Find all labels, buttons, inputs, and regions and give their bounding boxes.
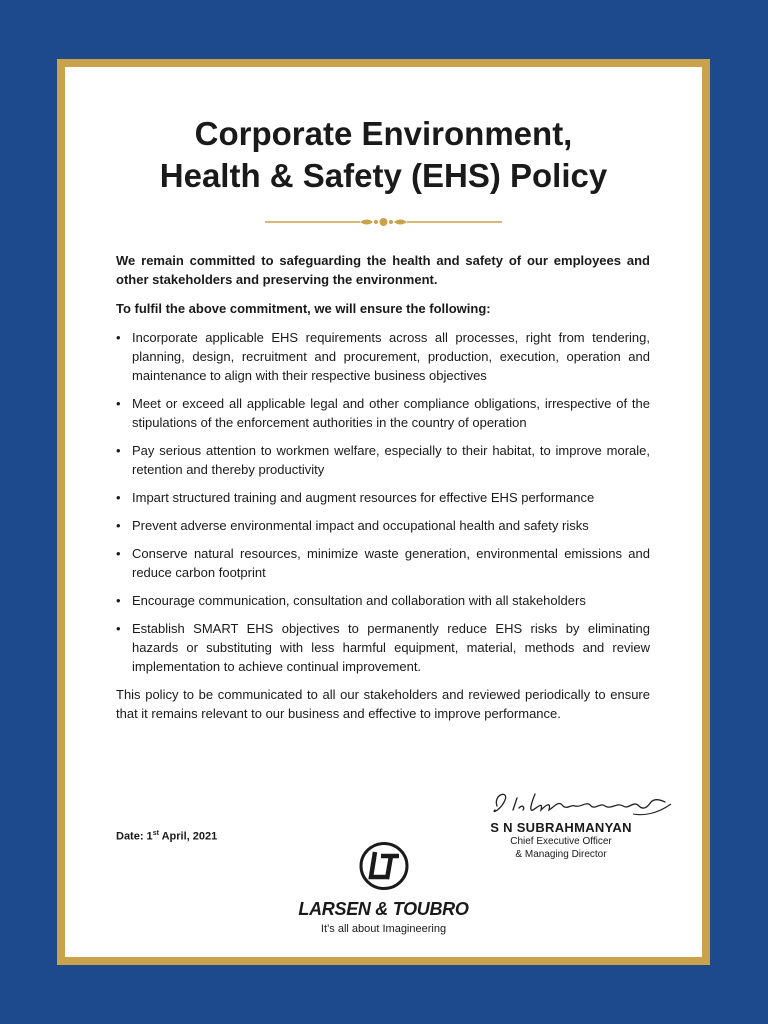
commitment-statement: We remain committed to safeguarding the health and safety of our employees and other stakeholders and preserving the environment. xyxy=(116,253,650,287)
list-item-text: Establish SMART EHS objectives to permanently reduce EHS risks by eliminating hazards or substituting with less harmful equipment, material, methods and review implementation to achieve continual improvement. xyxy=(132,621,650,674)
company-tagline: It’s all about Imagineering xyxy=(320,923,447,935)
page-title xyxy=(65,113,702,197)
closing-statement: This policy to be communicated to all our stakeholders and reviewed periodically to ensure that it remains relevant to our business and effective to improve performance. xyxy=(116,687,650,721)
policy-sheet xyxy=(65,67,702,957)
list-item-text: Conserve natural resources, minimize waste generation, environmental emissions and reduce carbon footprint xyxy=(132,546,650,580)
bullet-icon: • xyxy=(116,490,121,505)
list-item-text: Prevent adverse environmental impact and occupational health and safety risks xyxy=(132,518,589,533)
lt-logo-icon xyxy=(359,841,409,891)
date-suffix: April, 2021 xyxy=(158,830,218,843)
list-item xyxy=(116,591,650,610)
bullet-icon: • xyxy=(116,621,121,636)
commitment-intro: To fulfil the above commitment, we will ensure the following: xyxy=(116,301,491,316)
signature-icon xyxy=(483,780,683,822)
signer-name: S N SUBRAHMANYAN xyxy=(490,820,632,835)
list-item-text: Impart structured training and augment resources for effective EHS performance xyxy=(132,490,595,505)
policy-date xyxy=(116,830,217,843)
list-item-text: Incorporate applicable EHS requirements across all processes, right from tendering, planning, design, recruitment and procurement, production, execution, operation and maintenance to align with their respective business objectives xyxy=(132,330,650,383)
list-item xyxy=(116,619,650,676)
policy-list xyxy=(116,328,650,676)
list-item-text: Pay serious attention to workmen welfare, especially to their habitat, to improve morale, retention and thereby productivity xyxy=(132,443,650,477)
bullet-icon: • xyxy=(116,593,121,608)
gold-divider-ornament-icon xyxy=(265,215,502,229)
list-item-text: Meet or exceed all applicable legal and other compliance obligations, irrespective of the stipulations of the enforcement authorities in the country of operation xyxy=(132,396,650,430)
list-item xyxy=(116,328,650,385)
bullet-icon: • xyxy=(116,396,121,411)
policy-body xyxy=(116,251,650,723)
list-item xyxy=(116,441,650,479)
signatory-block xyxy=(461,820,661,861)
title-line-2: Health & Safety (EHS) Policy xyxy=(159,157,608,194)
date-prefix: Date: 1 xyxy=(116,830,153,843)
list-item xyxy=(116,516,650,535)
signer-role-1: Chief Executive Officer xyxy=(510,836,612,847)
signer-role-2: & Managing Director xyxy=(515,849,607,860)
gold-border-frame xyxy=(57,59,710,965)
company-name: LARSEN & TOUBRO xyxy=(298,899,469,919)
list-item xyxy=(116,544,650,582)
list-item xyxy=(116,394,650,432)
list-item-text: Encourage communication, consultation and collaboration with all stakeholders xyxy=(132,593,586,608)
bullet-icon: • xyxy=(116,330,121,345)
list-item xyxy=(116,488,650,507)
title-line-1: Corporate Environment, xyxy=(194,115,573,152)
bullet-icon: • xyxy=(116,546,121,561)
bullet-icon: • xyxy=(116,518,121,533)
bullet-icon: • xyxy=(116,443,121,458)
date-ordinal: st xyxy=(152,830,159,837)
